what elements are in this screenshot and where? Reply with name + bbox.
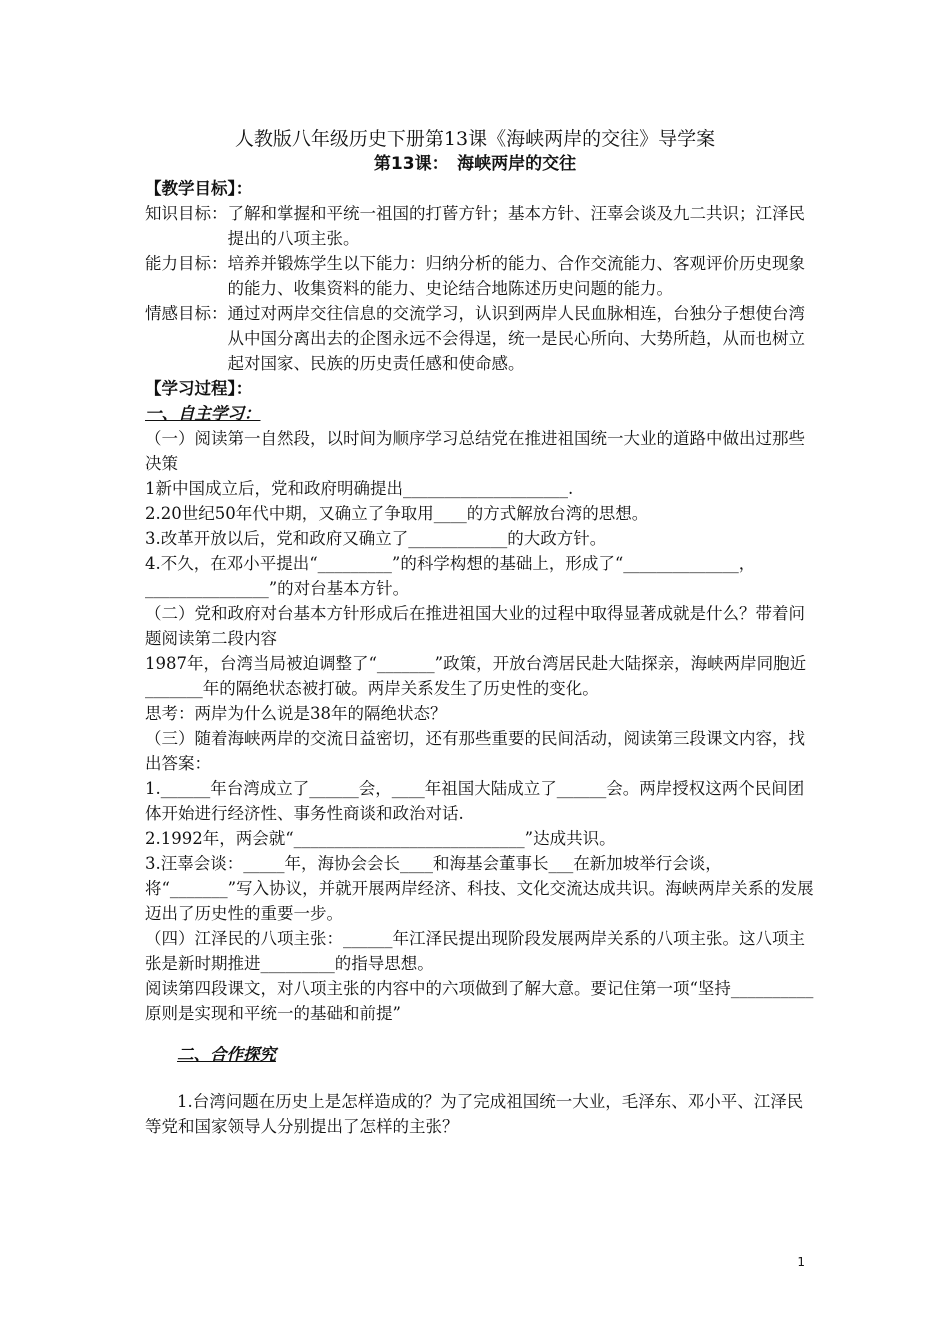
section-self-study-heading: 一、自主学习： [145,404,261,423]
objective-text: 培养并锻炼学生以下能力：归纳分析的能力、合作交流能力、客观评价历史现象的能力、收集资料的能力、史论结合地陈述历史问题的能力。 [227,254,805,298]
lesson-subtitle: 第13课： 海峡两岸的交往 [373,154,577,174]
paragraph: 2.1992年，两会就“____________________________”达成共识。 [145,829,616,848]
paragraph: 4.不久，在邓小平提出“_________”的科学构想的基础上，形成了“______________，_______________”的对台基本方针。 [145,554,756,598]
paragraph: 3.改革开放以后，党和政府又确立了____________的大政方针。 [145,529,607,548]
objectives-heading: 【教学目标】： [145,179,253,198]
objective-knowledge [145,201,815,251]
objective-label: 知识目标： [145,204,228,223]
paragraph: 1987年，台湾当局被迫调整了“_______”政策，开放台湾居民赴大陆探亲，海峡两岸同胞近_______年的隔绝状态被打破。两岸关系发生了历史性的变化。 [145,654,807,698]
section-cooperation-heading: 二、合作探究 [177,1045,276,1064]
objective-text: 通过对两岸交往信息的交流学习，认识到两岸人民血脉相连，台独分子想使台湾从中国分离出去的企图永远不会得逞，统一是民心所向、大势所趋，从而也树立起对国家、民族的历史责任感和使命感。 [227,304,805,373]
paragraph: 阅读第四段课文，对八项主张的内容中的六项做到了解大意。要记住第一项“坚持__________原则是实现和平统一的基础和前提” [145,979,814,1023]
page-number: 1 [797,1255,805,1269]
paragraph: 思考：两岸为什么说是38年的隔绝状态？ [145,704,447,723]
paragraph: 1.______年台湾成立了______会，____年祖国大陆成立了______会。两岸授权这两个民间团体开始进行经济性、事务性商谈和政治对话. [145,779,805,823]
paragraph: （四）江泽民的八项主张：______年江泽民提出现阶段发展两岸关系的八项主张。这八项主张是新时期推进_________的指导思想。 [145,929,805,973]
process-heading: 【学习过程】： [145,379,253,398]
objective-ability [145,251,815,301]
paragraph: 3.汪辜会谈：_____年，海协会会长____和海基会董事长___在新加坡举行会谈，将“_______”写入协议，并就开展两岸经济、科技、文化交流达成共识。海峡两岸关系的发展迈出了历史性的重要一步。 [145,854,814,923]
paragraph: （二）党和政府对台基本方针形成后在推进祖国大业的过程中取得显著成就是什么？带着问题阅读第二段内容 [145,604,805,648]
paragraph: 2.20世纪50年代中期，又确立了争取用____的方式解放台湾的思想。 [145,504,649,523]
objective-emotion [145,301,815,376]
question-1: 1.台湾问题在历史上是怎样造成的？为了完成祖国统一大业，毛泽东、邓小平、江泽民等党和国家领导人分别提出了怎样的主张？ [145,1092,804,1136]
document-body [145,176,815,1139]
document-title: 人教版八年级历史下册第13课《海峡两岸的交往》导学案 [234,128,716,150]
objective-text: 了解和掌握和平统一祖国的打蒈方针；基本方针、汪辜会谈及九二共识；江泽民提出的八项主张。 [227,204,805,248]
paragraph: （一）阅读第一自然段，以时间为顺序学习总结党在推进祖国统一大业的道路中做出过那些决策 [145,429,805,473]
paragraph: 1新中国成立后，党和政府明确提出____________________. [145,479,574,498]
objective-label: 能力目标： [145,254,228,273]
objective-label: 情感目标： [145,304,228,323]
paragraph: （三）随着海峡两岸的交流日益密切，还有那些重要的民间活动，阅读第三段课文内容，找出答案： [145,729,805,773]
